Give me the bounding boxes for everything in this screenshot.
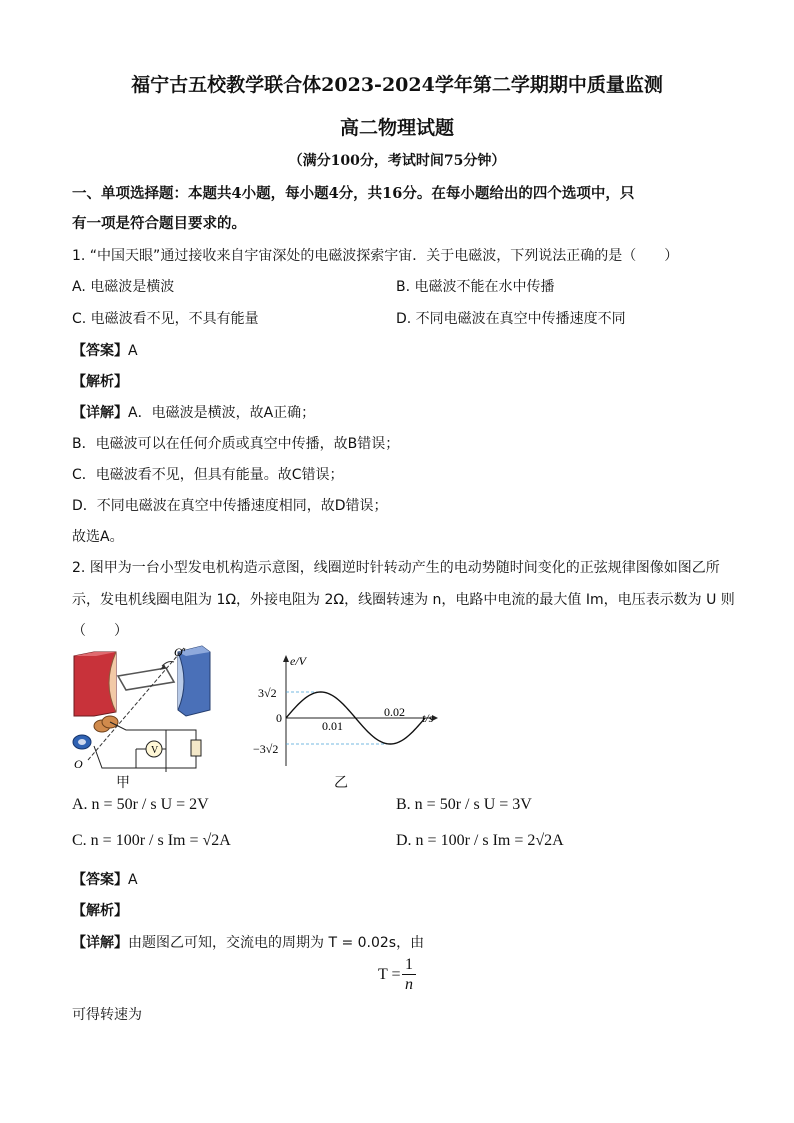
emf-time-chart (250, 650, 450, 770)
x-axis-label: t/s (422, 711, 434, 725)
q2-option-a: A. n = 50r / s U = 2V (72, 796, 209, 813)
y-axis-arrow (283, 655, 289, 662)
section-heading-cont: 有一项是符合题目要求的。 (72, 215, 246, 232)
q1-detail-1 (72, 402, 315, 422)
axis-label-bottom: O (74, 757, 83, 771)
q1-analysis-tag: 【解析】 (72, 374, 128, 390)
q1-option-b: B. 电磁波不能在水中传播 (396, 279, 555, 295)
detail-text: A．电磁波是横波，故A正确； (128, 405, 316, 421)
figure-a-caption: 甲 (116, 775, 130, 791)
y-tick-zero: 0 (276, 711, 282, 725)
q2-option-b: B. n = 50r / s U = 3V (396, 796, 532, 813)
generator-diagram (66, 642, 216, 772)
y-tick-min: −3√2 (253, 742, 279, 756)
q1-option-d: D. 不同电磁波在真空中传播速度不同 (396, 311, 626, 327)
answer-value: A (128, 343, 138, 359)
q2-continuation: 可得转速为 (72, 1007, 142, 1023)
y-tick-max: 3√2 (258, 686, 277, 700)
q1-detail-2: B．电磁波可以在任何介质或真空中传播，故B错误； (72, 436, 400, 452)
question-2-stem-paren: （ ） (72, 623, 128, 639)
answer-tag: 【答案】 (72, 343, 128, 359)
q2-analysis-tag: 【解析】 (72, 903, 128, 919)
q1-option-a: A. 电磁波是横波 (72, 279, 175, 295)
q1-answer (72, 340, 138, 360)
q2-answer (72, 869, 138, 889)
x-tick-002: 0.02 (384, 705, 405, 719)
exam-meta: （满分100分，考试时间75分钟） (288, 153, 506, 169)
detail-tag: 【详解】 (72, 935, 128, 951)
formula-denominator: n (405, 976, 413, 993)
q1-detail-3: C．电磁波看不见，但具有能量。故C错误； (72, 467, 344, 483)
axis-label-top: O′ (174, 645, 186, 659)
q1-detail-5: 故选A。 (72, 529, 124, 545)
detail-tag: 【详解】 (72, 405, 128, 421)
q2-detail (72, 932, 424, 952)
x-tick-001: 0.01 (322, 719, 343, 733)
question-2-stem: 2. 图甲为一台小型发电机构造示意图，线圈逆时针转动产生的电动势随时间变化的正弦规律图像如图乙所 (72, 560, 720, 576)
q2-option-d: D. n = 100r / s Im = 2√2A (396, 832, 564, 849)
y-axis-label: e/V (290, 654, 306, 668)
q2-option-c: C. n = 100r / s Im = √2A (72, 832, 231, 849)
formula-lhs: T = (378, 966, 401, 983)
section-heading: 一、单项选择题：本题共4小题，每小题4分，共16分。在每小题给出的四个选项中，只 (72, 185, 635, 202)
page-subtitle: 高二物理试题 (339, 117, 454, 139)
question-1-stem: 1. “中国天眼”通过接收来自宇宙深处的电磁波探索宇宙．关于电磁波，下列说法正确的是（ ） (72, 248, 679, 264)
question-2-stem-cont: 示，发电机线圈电阻为 1Ω，外接电阻为 2Ω，线圈转速为 n，电路中电流的最大值 Im，电压表示数为 U 则 (72, 592, 735, 608)
voltmeter-label: V (151, 745, 159, 756)
answer-tag: 【答案】 (72, 872, 128, 888)
formula-numerator: 1 (405, 956, 413, 973)
q1-detail-4: D．不同电磁波在真空中传播速度相同，故D错误； (72, 498, 388, 514)
formula-fraction (402, 956, 416, 995)
answer-value: A (128, 872, 138, 888)
q1-option-c: C. 电磁波看不见，不具有能量 (72, 311, 259, 327)
detail-text: 由题图乙可知，交流电的周期为 T = 0.02s，由 (128, 935, 425, 951)
page-title: 福宁古五校教学联合体2023-2024学年第二学期期中质量监测 (131, 74, 663, 96)
figure-b-caption: 乙 (334, 775, 348, 791)
